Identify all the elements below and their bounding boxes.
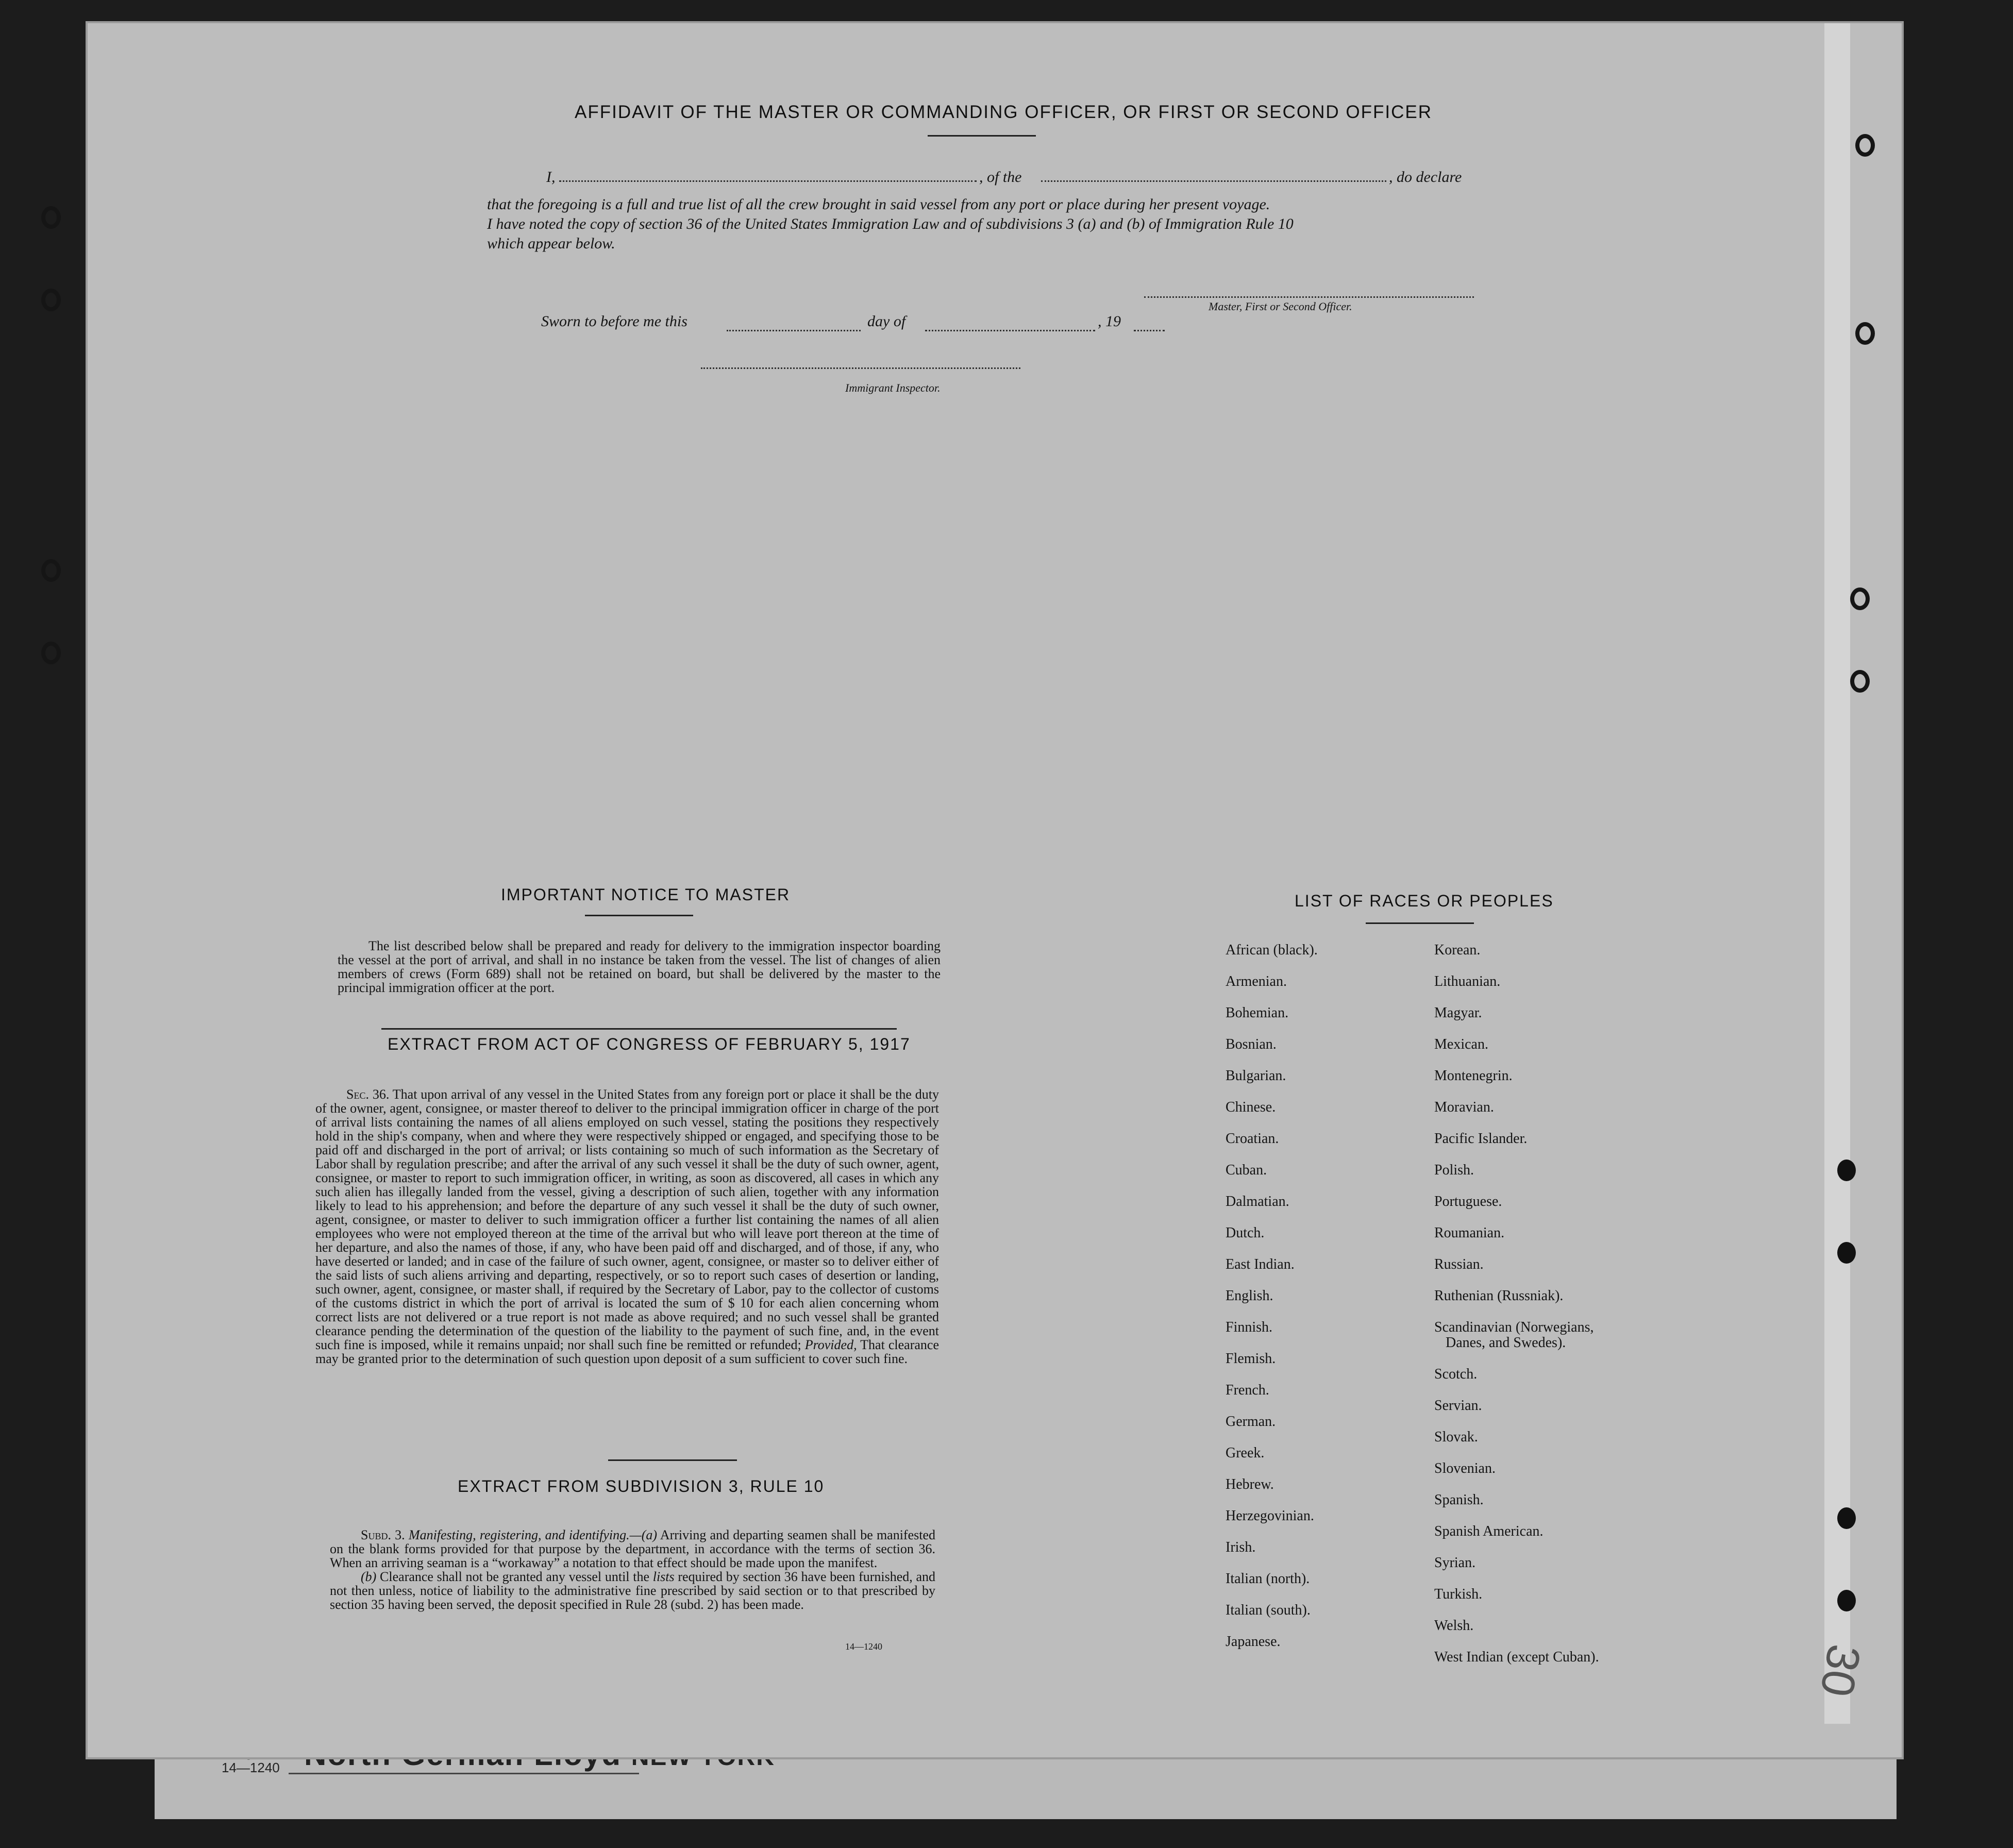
race-item: Greek. (1226, 1445, 1265, 1461)
rule-body (330, 1528, 935, 1611)
race-item: Dalmatian. (1226, 1194, 1289, 1209)
binder-hole (41, 642, 61, 664)
race-item: Chinese. (1226, 1099, 1276, 1115)
binder-hole (1855, 322, 1875, 345)
notice-body (338, 939, 941, 995)
race-item: English. (1226, 1288, 1273, 1304)
act-top-rule (381, 1028, 897, 1030)
act-body (315, 1087, 939, 1366)
sworn-month-field[interactable] (925, 330, 1095, 331)
rule-title: EXTRACT FROM SUBDIVISION 3, RULE 10 (458, 1477, 825, 1496)
race-item: West Indian (except Cuban). (1434, 1649, 1599, 1665)
day-of-text: day of (867, 313, 906, 330)
race-item: Bosnian. (1226, 1036, 1277, 1052)
agents-signature-line (289, 1773, 639, 1774)
race-item: Italian (north). (1226, 1571, 1310, 1587)
race-item: Slovak. (1434, 1429, 1478, 1445)
races-title-rule (1366, 922, 1474, 924)
race-item: Irish. (1226, 1539, 1256, 1555)
master-signature-field[interactable] (1144, 296, 1474, 298)
affidavit-declare: , do declare (1389, 169, 1462, 186)
race-item: Cuban. (1226, 1162, 1267, 1178)
race-item: Welsh. (1434, 1618, 1474, 1634)
race-item: Polish. (1434, 1162, 1474, 1178)
race-item: Mexican. (1434, 1036, 1488, 1052)
act-provided: Provided, (804, 1337, 857, 1352)
rule-subd-label: Subd. 3. (361, 1527, 405, 1542)
race-item: Slovenian. (1434, 1460, 1496, 1476)
affidavit-line-4: which appear below. (487, 235, 615, 252)
race-item: Russian. (1434, 1256, 1484, 1272)
year-prefix: , 19 (1098, 313, 1121, 330)
race-item: Flemish. (1226, 1351, 1276, 1367)
race-item: German. (1226, 1414, 1276, 1430)
act-section-label: Sec. 36. (346, 1087, 390, 1102)
race-item: Syrian. (1434, 1555, 1476, 1571)
affidavit-i: I, (546, 169, 556, 186)
race-item: Italian (south). (1226, 1602, 1311, 1618)
vessel-name-field[interactable] (1041, 180, 1386, 182)
notice-paragraph: The list described below shall be prepared and ready for delivery to the immigration inspector boarding the vessel at the port of arrival, and shall in no instance be taken from the vessel. The list of changes of alien members of crews (Form 689) shall not be retained on board, but shall be delivered by the master to the principal immigration officer at the port. (338, 938, 941, 995)
binder-hole (1837, 1160, 1856, 1181)
race-item: Lithuanian. (1434, 973, 1501, 989)
rule-subd-heading: Manifesting, registering, and identifying.—(a) (408, 1527, 658, 1542)
race-item: Scotch. (1434, 1366, 1478, 1382)
rule-paragraph-b (330, 1570, 935, 1611)
race-item: African (black). (1226, 942, 1318, 958)
binder-hole (1855, 134, 1875, 157)
race-item: Portuguese. (1434, 1194, 1502, 1209)
binder-hole (1837, 1242, 1856, 1264)
master-signature-label: Master, First or Second Officer. (1209, 300, 1352, 313)
race-item: Moravian. (1434, 1099, 1494, 1115)
rule-paragraph-a (330, 1528, 935, 1570)
inspector-label: Immigrant Inspector. (845, 381, 941, 394)
race-item: Scandinavian (Norwegians, (1434, 1319, 1594, 1335)
binder-hole (1837, 1590, 1856, 1611)
race-item: East Indian. (1226, 1256, 1295, 1272)
race-item: Roumanian. (1434, 1225, 1505, 1241)
race-item: Danes, and Swedes). (1446, 1335, 1566, 1351)
sworn-year-field[interactable] (1134, 330, 1165, 331)
race-item: Hebrew. (1226, 1476, 1274, 1492)
notice-title-rule (585, 915, 693, 916)
race-item: Croatian. (1226, 1131, 1279, 1147)
binder-hole (1850, 670, 1870, 693)
back-form-code: 14—1240 (222, 1760, 280, 1775)
binder-hole (41, 559, 61, 582)
affidavit-line-2: that the foregoing is a full and true list of all the crew brought in said vessel from any port or place during her present voyage. (487, 196, 1270, 213)
binder-hole (41, 289, 61, 311)
right-edge-strip (1824, 23, 1850, 1724)
race-item: French. (1226, 1382, 1269, 1398)
act-paragraph (315, 1087, 939, 1366)
rule-top-rule (608, 1459, 737, 1461)
notice-title: IMPORTANT NOTICE TO MASTER (501, 885, 791, 904)
affidavit-title: AFFIDAVIT OF THE MASTER OR COMMANDING OFFICER, OR FIRST OR SECOND OFFICER (575, 102, 1433, 122)
rule-text-a: Arriving and departing seamen shall be manifested on the blank forms provided for that purpose by the department, in accordance with the terms of section 36. When an arriving seaman is a “workaway” a notation to that effect should be made upon the manifest. (330, 1527, 936, 1570)
rule-lists-word: lists (652, 1569, 675, 1584)
officer-name-field[interactable] (559, 180, 977, 182)
race-item: Ruthenian (Russniak). (1434, 1288, 1564, 1304)
rule-b-label: (b) (361, 1569, 377, 1584)
race-item: Finnish. (1226, 1319, 1273, 1335)
affidavit-line-3: I have noted the copy of section 36 of the United States Immigration Law and of subdivisions 3 (a) and (b) of Immigration Rule 10 (487, 215, 1294, 232)
sworn-text: Sworn to before me this (541, 313, 687, 330)
document-sheet (88, 23, 1902, 1757)
races-title: LIST OF RACES OR PEOPLES (1295, 892, 1554, 910)
race-item: Armenian. (1226, 973, 1287, 989)
act-text-2: That clearance may be granted prior to the determination of such question upon deposit of a sum sufficient to cover such fine. (315, 1337, 939, 1366)
race-item: Spanish. (1434, 1492, 1484, 1508)
sworn-day-field[interactable] (727, 330, 861, 331)
race-item: Montenegrin. (1434, 1068, 1513, 1084)
affidavit-of-the: , of the (979, 169, 1022, 186)
race-item: Bulgarian. (1226, 1068, 1286, 1084)
margin-number: 30 (1810, 1640, 1870, 1701)
race-item: Turkish. (1434, 1586, 1483, 1602)
inspector-signature-field[interactable] (701, 367, 1020, 369)
race-item: Spanish American. (1434, 1523, 1544, 1539)
binder-hole (41, 206, 61, 229)
act-title: EXTRACT FROM ACT OF CONGRESS OF FEBRUARY 5, 1917 (388, 1035, 911, 1053)
race-item: Servian. (1434, 1398, 1482, 1414)
race-item: Korean. (1434, 942, 1481, 958)
race-item: Pacific Islander. (1434, 1131, 1528, 1147)
race-item: Bohemian. (1226, 1005, 1289, 1021)
race-item: Herzegovinian. (1226, 1508, 1314, 1524)
race-item: Dutch. (1226, 1225, 1265, 1241)
race-item: Japanese. (1226, 1634, 1281, 1650)
rule-text-b1: Clearance shall not be granted any vessel until the (380, 1569, 650, 1584)
form-number: 14—1240 (845, 1641, 882, 1652)
binder-hole (1850, 587, 1870, 610)
affidavit-title-rule (928, 135, 1036, 137)
act-text-1: That upon arrival of any vessel in the United States from any foreign port or place it shall be the duty of the owner, agent, consignee, or master thereof to deliver to the principal immigration officer in charge of the port of arrival lists containing the names of all aliens employed on such vessel, stating the positions they respectively hold in the ship's company, when and where they were respectively shipped or engaged, and specifying those to be paid off and discharged in the port of arrival; or lists containing so much of such information as the Secretary of Labor shall by regulation prescribe; and after the arrival of any such vessel it shall be the duty of such owner, agent, consignee, or master to report to such immigration officer, in writing, as soon as discovered, all cases in which any such alien has illegally landed from the vessel, giving a description of such alien, together with any information likely to lead to his apprehension; and before the departure of any such vessel it shall be the duty of such owner, agent, consignee, or master to deliver to such immigration officer a further list containing the names of all alien employees who were not employed thereon at the time of the arrival but who will leave port thereon at the time of her departure, and also the names of those, if any, who have been paid off and discharged, and of those, if any, who have deserted or landed; and in case of the failure of such owner, agent, consignee, or master so to deliver either of the said lists of such aliens arriving and departing, respectively, or so to report such cases of desertion or landing, such owner, agent, consignee, or master shall, if required by the Secretary of Labor, pay to the collector of customs of the customs district in which the port of arrival is located the sum of $ 10 for each alien concerning whom correct lists are not delivered or a true report is not made as above required; and no such vessel shall be granted clearance pending the determination of the question of the liability to the payment of such fine, and, in the event such fine is imposed, while it remains unpaid; nor shall such fine be remitted or refunded; (315, 1087, 940, 1352)
binder-hole (1837, 1507, 1856, 1529)
rule-text-b2: required by section 36 have been furnished, and not then unless, notice of liability to the administrative fine prescribed by said section or to that prescribed by section 35 having been served, the deposit specified in Rule 28 (subd. 2) has been made. (330, 1569, 936, 1612)
race-item: Magyar. (1434, 1005, 1482, 1021)
